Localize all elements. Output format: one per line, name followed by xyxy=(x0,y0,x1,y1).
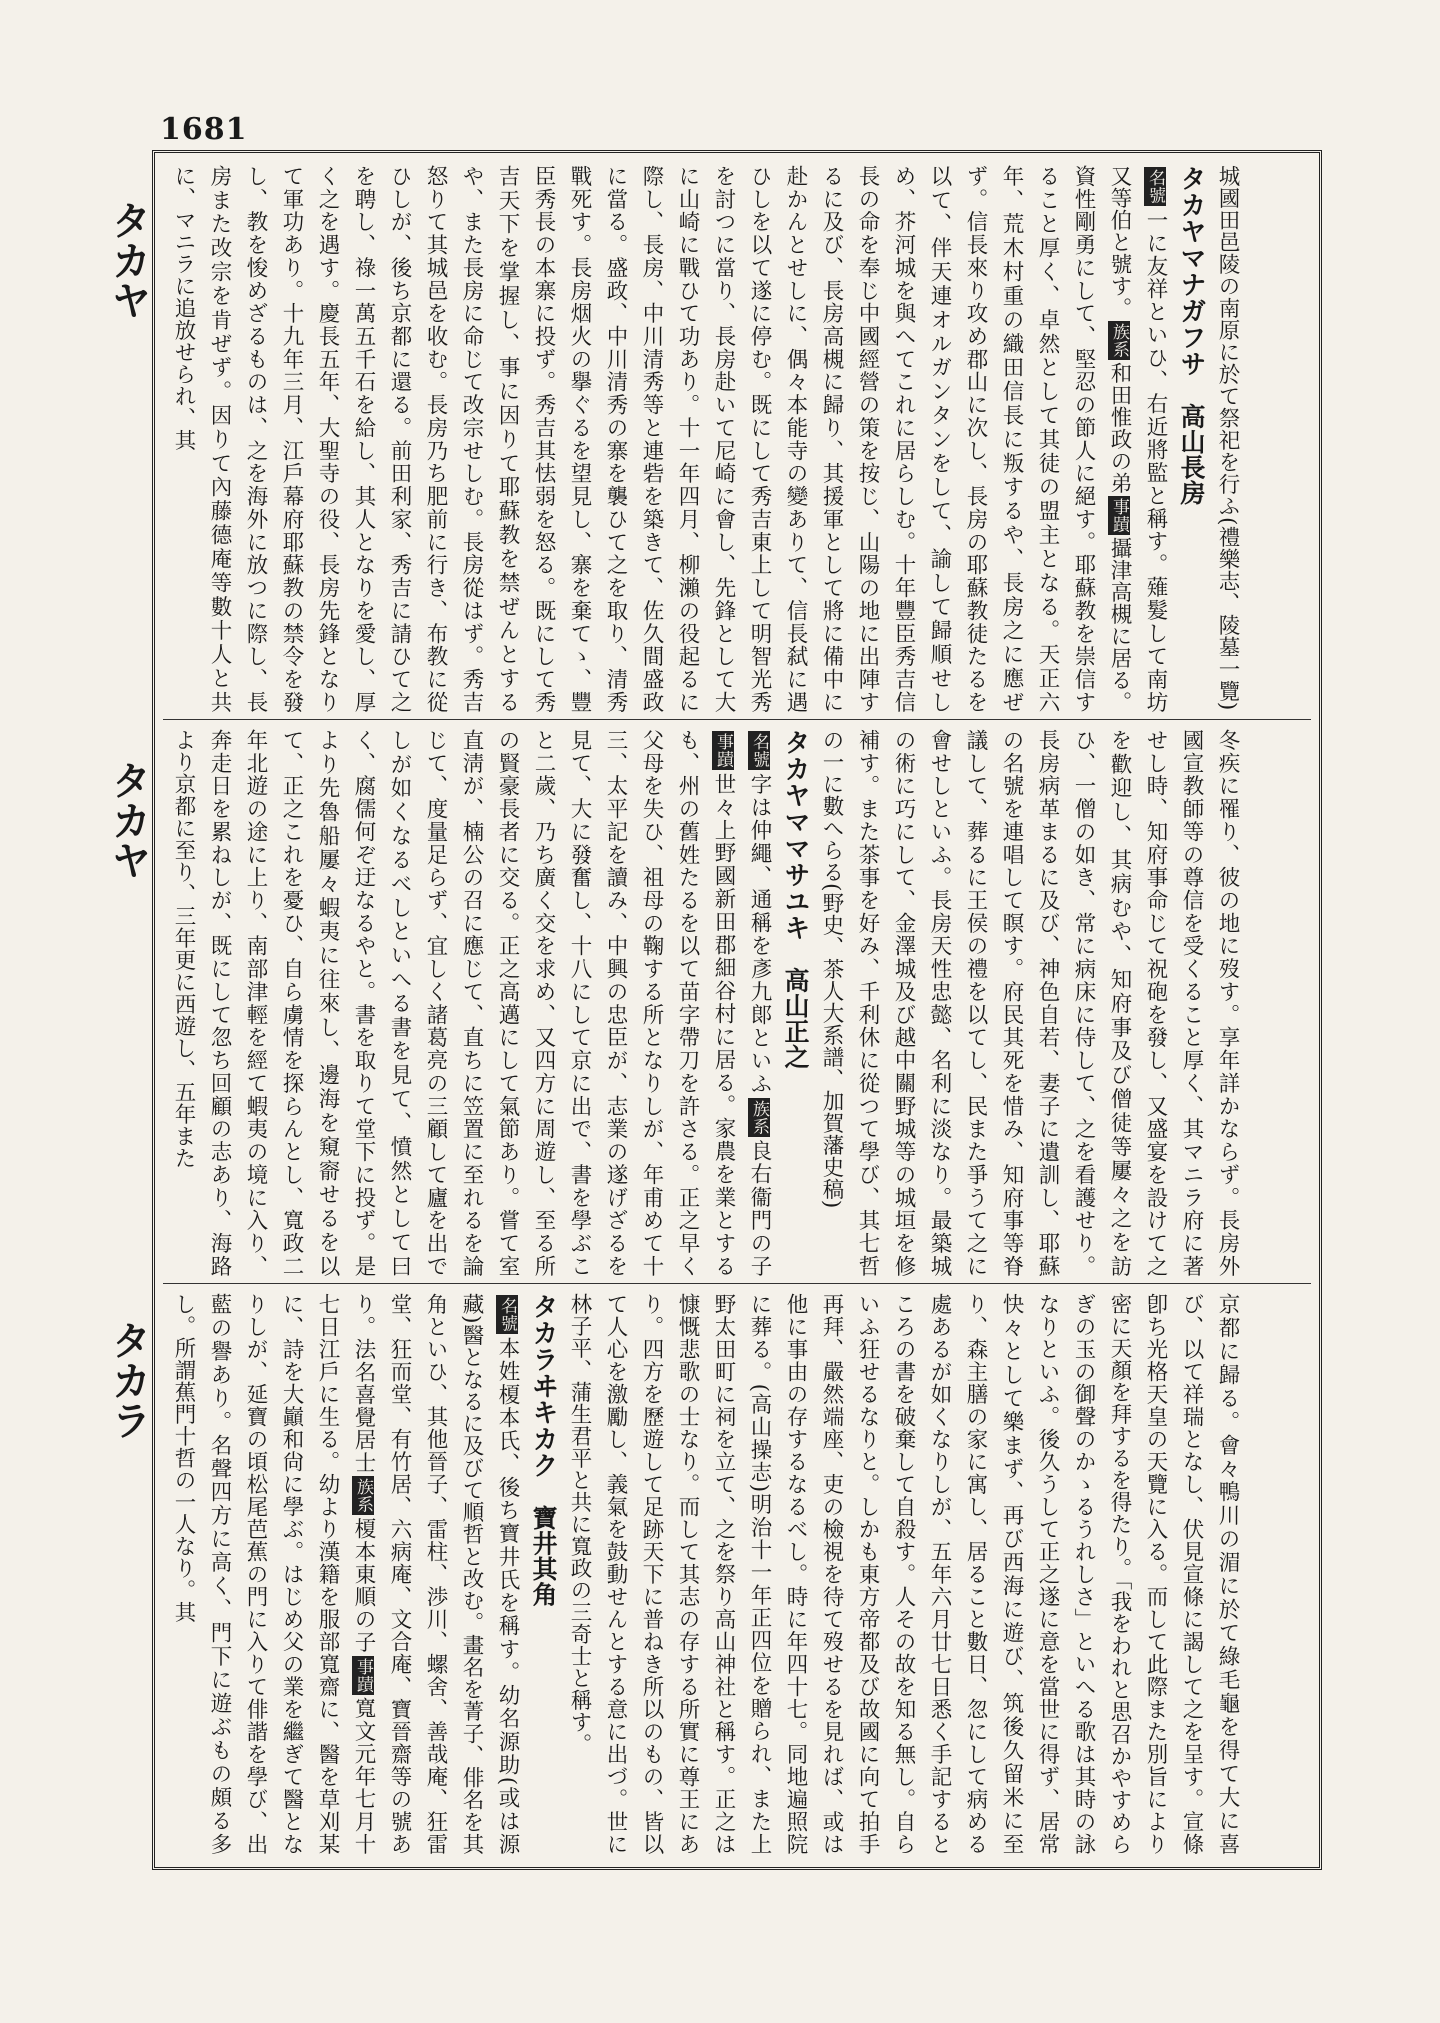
entry-name: 高山正之 xyxy=(781,967,810,1070)
paragraph: 冬疾に罹り、彼の地に歿す。享年詳かならず。長房外國宣教師等の尊信を受くること厚く、其マニラ府に著せし時、知府事命じて祝砲を發し、又盛宴を設けて之を歡迎し、其病むや、知府事及び僧徒等屢々之を訪ひ、一僧の如き、常に病床に侍して、之を看護せり。長房病革まるに及び、神色自若、妻子に遺訓し、耶蘇の名號を連唱して瞑す。府民其死を惜み、知府事等脊議して、葬るに王侯の禮を以てし、民また爭うて之に會せしといふ。長房天性忠懿、名利に淡なり。最築城の術に巧にして、金澤城及び越中關野城等の城垣を修補す。また茶事を好み、千利休に從つて學び、其七哲の一に數へらる(野史、茶人大系譜、加賀藩史稿) xyxy=(819,729,1240,1278)
section-tag: 族系 xyxy=(353,1478,373,1514)
entry-text: 一に友祥といひ、右近將監と稱す。薙髮して南坊又等伯と號す。 xyxy=(1107,165,1168,713)
entry-paragraph xyxy=(165,165,1209,713)
entry-text: 榎本東順の子 xyxy=(351,1517,376,1654)
vertical-text-block xyxy=(163,159,1247,719)
entry-text: 字は仲繩、通稱を彥九郞といふ xyxy=(747,772,772,1096)
vertical-text-block xyxy=(163,1287,1247,1861)
entry-paragraph xyxy=(165,729,813,1277)
entry-text: 攝津高槻に居る。資性剛勇にして、堅忍の節人に絕す。耶蘇教を崇信すること厚く、卓然として其徒の盟主となる。天正六年、荒木村重の織田信長に叛するや、長房之に應ぜず。信長來り攻め郡山に次し、長房の耶蘇教徒たるを以て、伴天連オルガンタンをして、諭して歸順せしめ、芥河城を與へてこれに居らしむ。十年豐臣秀吉信長の命を奉じ中國經營の策を按じ、山陽の地に出陣するに及び、長房高槻に歸り、其援軍として將に備中に赴かんとせしに、偶々本能寺の變ありて、信長弑に遇ひしを以て遂に停む。既にして秀吉東上して明智光秀を討つに當り、長房赴いて尼崎に會し、先鋒として大に山崎に戰ひて功あり。十一年四月、柳瀨の役起るに際し、長房、中川清秀等と連砦を築きて、佐久間盛政に當る。盛政、中川清秀の寨を襲ひて之を取り、清秀戰死す。長房烟火の擧ぐるを望見し、寨を棄てゝ、豐臣秀長の本寨に投ず。秀吉其怯弱を怒る。既にして秀吉天下を掌握し、事に因りて耶蘇教を禁ぜんとするや、また長房に命じて改宗せしむ。長房從はず。秀吉怒りて其城邑を收む。長房乃ち肥前に行き、布教に從ひしが、後ち京都に還る。前田利家、秀吉に請ひて之を聘し、祿一萬五千石を給し、其人となりを愛し、厚く之を遇す。慶長五年、大聖寺の役、長房先鋒となりて軍功あり。十九年三月、江戶幕府耶蘇教の禁令を發し、教を悛めざるものは、之を海外に放つに際し、長房また改宗を肯ぜず。因りて內藤德庵等數十人と共に、マニラに追放せられ、其 xyxy=(171,165,1132,714)
entry-heading xyxy=(777,729,813,1277)
entry-reading: タカヤマナガフサ xyxy=(1176,165,1206,377)
entry-name: 寶井其角 xyxy=(529,1505,558,1607)
page-number: 1681 xyxy=(160,112,248,147)
text-band-2 xyxy=(163,723,1311,1284)
entry-text: 和田惟政の弟 xyxy=(1107,362,1132,494)
entry-text: 良右衞門の子 xyxy=(747,1138,772,1278)
entry-text: 寬文元年七月十七日江戶に生る。幼より漢籍を服部寬齋に、醫を草刈某に、詩を大巓和尙に學ぶ。はじめ父の業を繼ぎて醫となりしが、延寶の頃松尾芭蕉の門に入りて俳諧を學び、出藍の譽あり。名聲四方に高く、門下に遊ぶもの頗る多し。所謂蕉門十哲の一人なり。其 xyxy=(171,1293,376,1856)
margin-index-tab: タカラ xyxy=(105,1320,151,1440)
section-tag: 事蹟 xyxy=(1109,498,1129,533)
section-tag: 名號 xyxy=(749,733,769,768)
text-band-1 xyxy=(163,159,1311,720)
entry-paragraph xyxy=(165,1293,561,1855)
entry-name: 高山長房 xyxy=(1177,403,1206,506)
entry-heading xyxy=(1173,165,1209,713)
section-tag: 名號 xyxy=(497,1297,517,1332)
entry-heading xyxy=(525,1293,561,1855)
entry-reading: タカラヰキカク xyxy=(528,1293,558,1479)
section-tag: 族系 xyxy=(1109,323,1129,358)
margin-index-tab: タカヤ xyxy=(105,760,151,880)
vertical-text-block xyxy=(163,723,1247,1283)
section-tag: 事蹟 xyxy=(713,733,733,768)
entry-reading: タカヤママサユキ xyxy=(780,729,810,941)
paragraph: 城國田邑陵の南原に於て祭祀を行ふ(禮樂志、陵墓一覽) xyxy=(1215,165,1240,711)
paragraph: 京都に歸る。會々鴨川の湄に於て綠毛龜を得て大に喜び、以て祥瑞となし、伏見宣條に謁して之を呈す。宣條卽ち光格天皇の天覽に入る。而して此際また別旨により密に天顏を拜するを得たり。「我をわれと思召かやすめらぎの玉の御聲のかゝるうれしさ」といへる歌は其時の詠なりといふ。後久うして正之遂に意を當世に得ず、居常快々として樂まず、再び西海に遊び、筑後久留米に至り、森主膳の家に寓し、居ること數日、忽にして病める處あるが如くなりしが、五年六月廿七日悉く手記するところの書を破棄して自殺す。人その故を知る無し。自らいふ狂せるなりと。しかも東方帝都及び故國に向て拍手再拜、嚴然端座、吏の檢視を待て歿せるを見れば、或は他に事由の存するなるべし。時に年四十七。同地遍照院に葬る。(高山操志)明治十一年正四位を贈られ、また上野太田町に祠を立て、之を祭り高山神社と稱す。正之は慷慨悲歌の士なり。而して其志の存する所實に尊王にあり。四方を歷遊して足跡天下に普ねき所以のもの、皆以て人心を激勵し、義氣を鼓動せんとする意に出づ。世に林子平、蒲生君平と共に寬政の三奇士と稱す。 xyxy=(567,1293,1240,1856)
entry-text: 本姓榎本氏、後ち寶井氏を稱す。幼名源助(或は源藏)醫となるに及びて順哲と改む。畫名を菁子、俳名を其角といひ、其他晉子、雷柱、渉川、螺舍、善哉庵、狂雷堂、狂而堂、有竹居、六病庵、文合庵、寶晉齋等の號あり。法名喜覺居士 xyxy=(351,1293,520,1855)
entry-text: 世々上野國新田郡細谷村に居る。家農を業とするも、州の舊姓たるを以て苗字帶刀を許さる。正之早く父母を失ひ、祖母の鞠する所となりしが、年甫めて十三、太平記を讀み、中興の忠臣が、志業の遂げざるを見て、大に發奮し、十八にして京に出で、書を學ぶこと二歲、乃ち廣く交を求め、又四方に周遊し、至る所の賢豪長者に交る。正之高邁にして氣節あり。嘗て室直淸が、楠公の召に應じて、直ちに笠置に至れるを論じて、度量足らず、宜しく諸葛亮の三顧して廬を出でしが如くなるべしといへる書を見て、憤然として曰く、腐儒何ぞ迂なるやと。書を取りて堂下に投ず。是より先魯船屢々蝦夷に往來し、邊海を窺窬せるを以て、正之これを憂ひ、自ら虜情を探らんとし、寬政二年北遊の途に上り、南部津輕を經て蝦夷の境に入り、奔走日を累ねしが、既にして忽ち回顧の志あり、海路より京都に至り、三年更に西遊し、五年また xyxy=(171,729,736,1278)
page-frame xyxy=(152,150,1322,1870)
section-tag: 名號 xyxy=(1145,169,1165,204)
margin-index-tab: タカヤ xyxy=(105,200,151,320)
section-tag: 事蹟 xyxy=(353,1657,373,1693)
section-tag: 族系 xyxy=(749,1099,769,1135)
text-band-3 xyxy=(163,1287,1311,1861)
